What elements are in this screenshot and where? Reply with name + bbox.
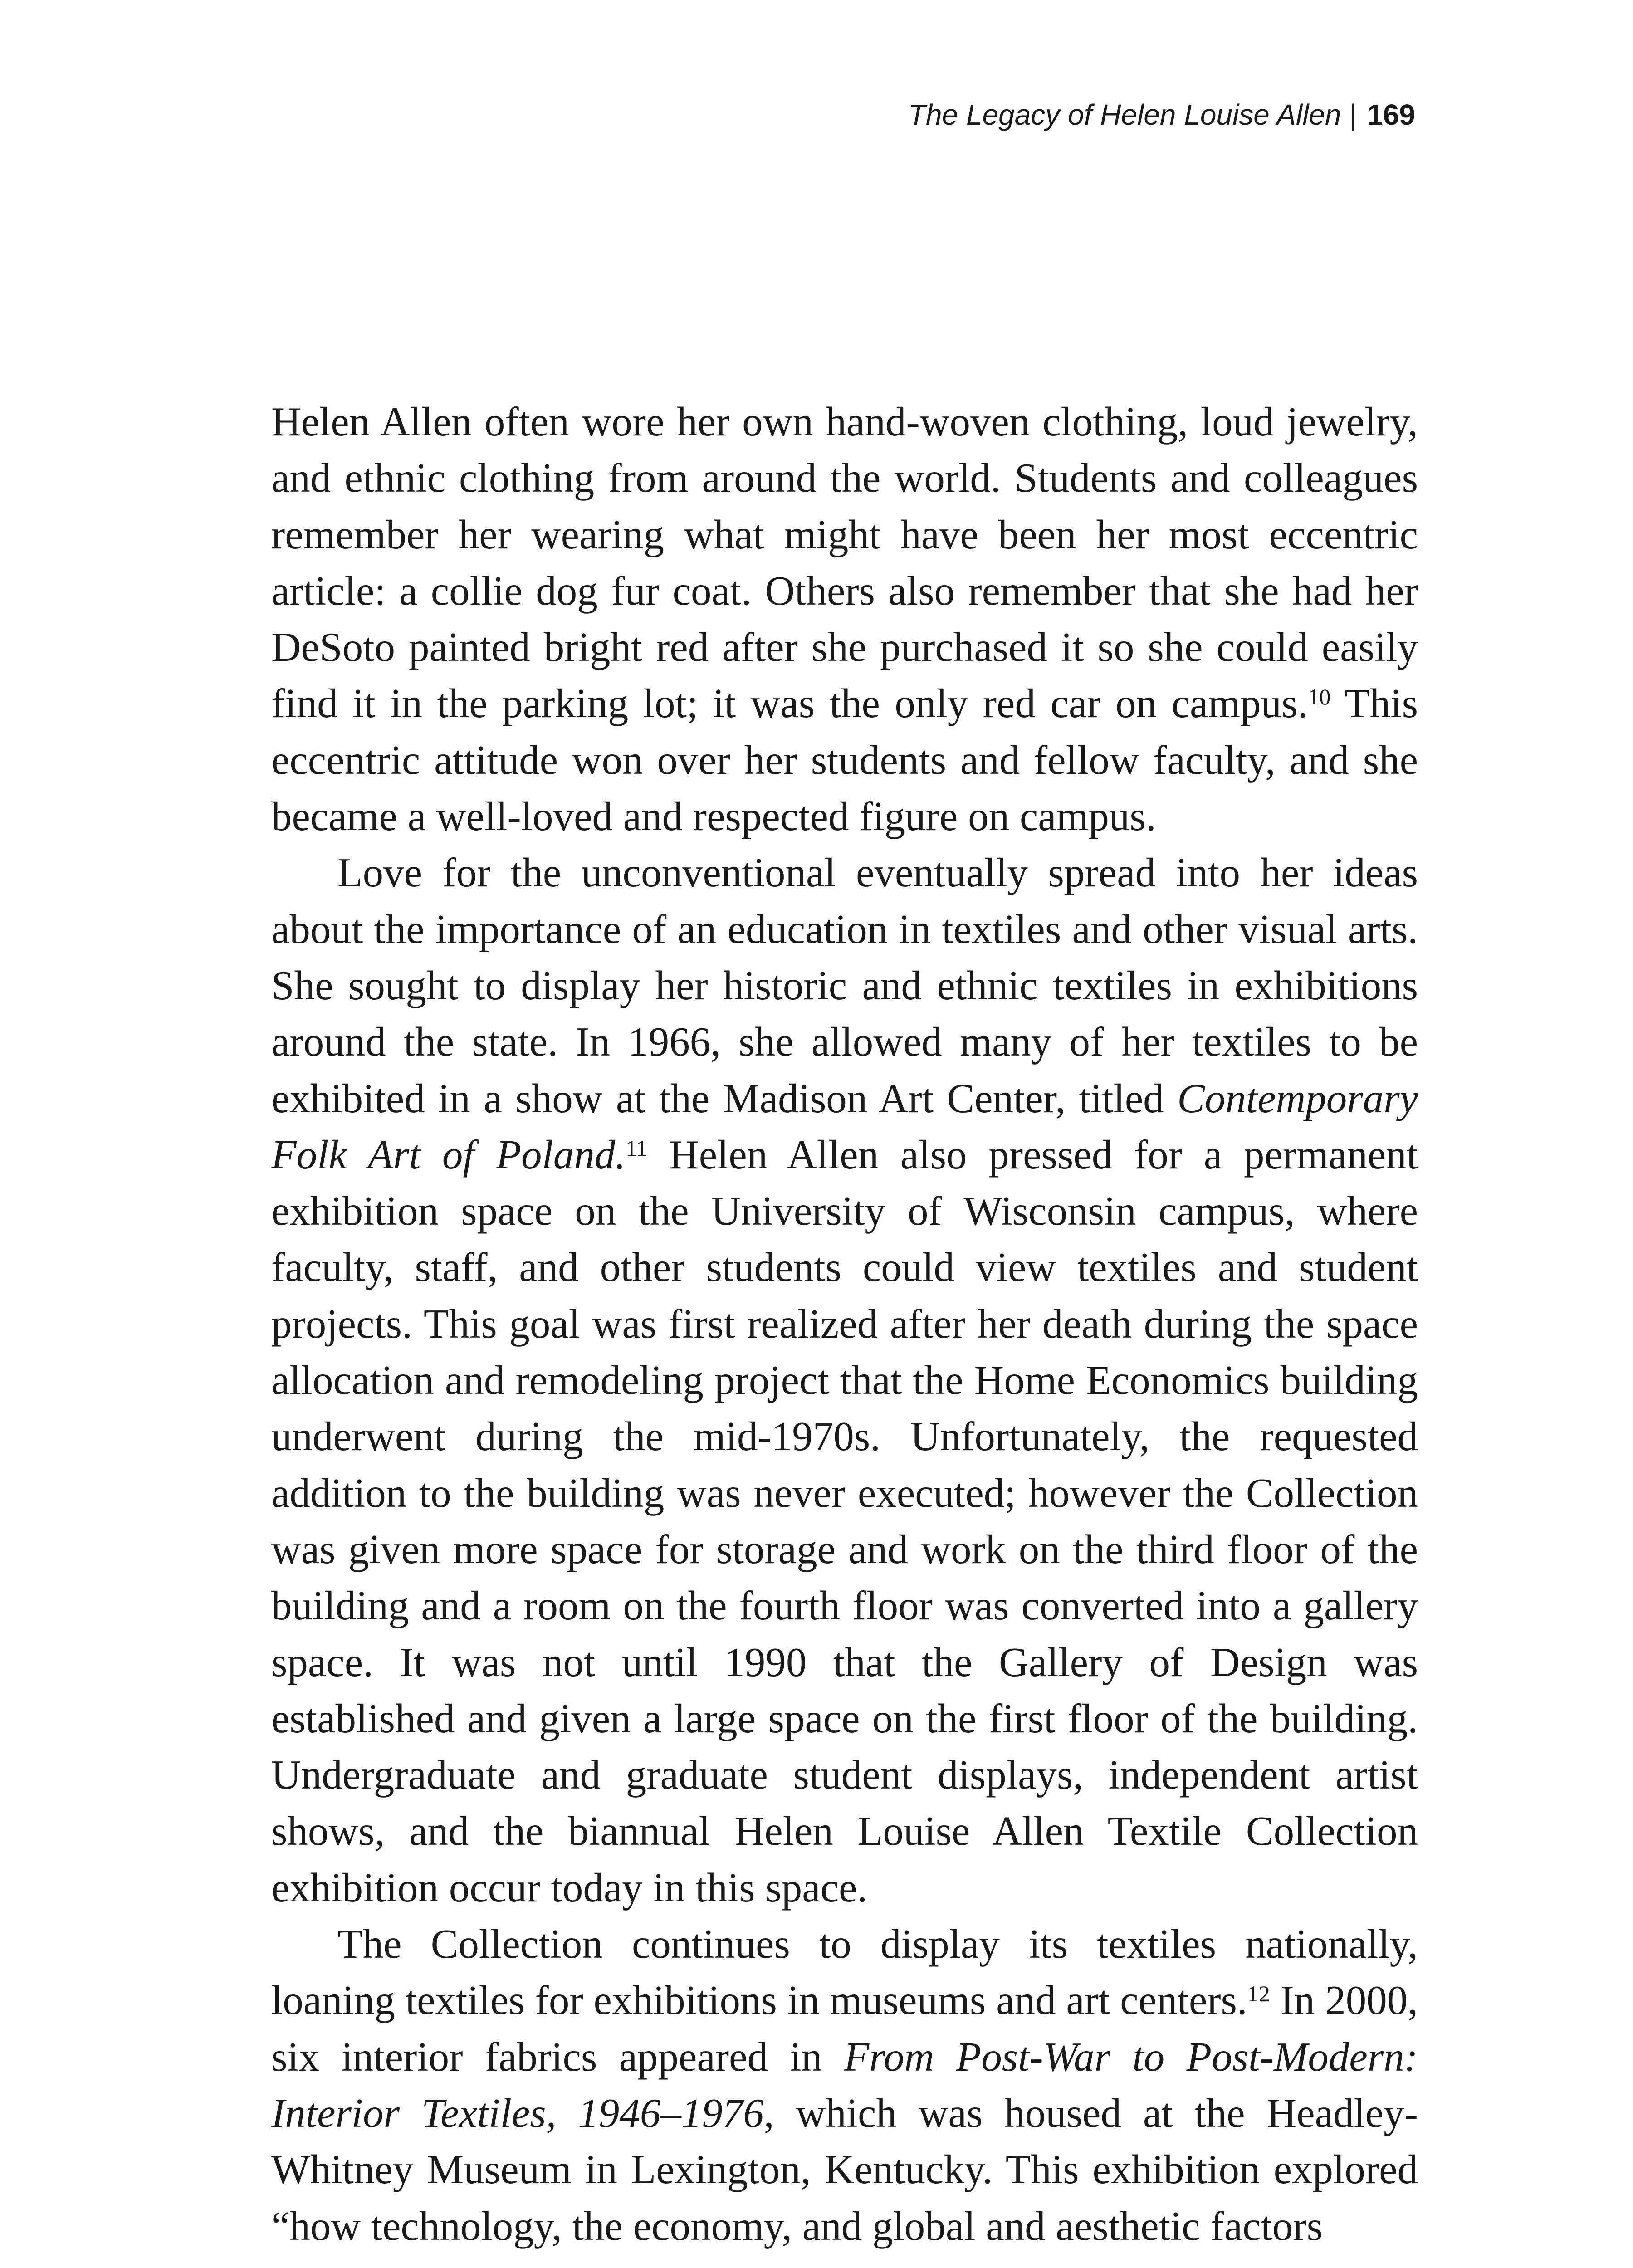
paragraph-3-text-3: , which was housed at the Headley-Whitney Museum in Lexington, Kentucky. This exhibition explored “how technology, the economy, and global and aesthetic factors [271,2090,1418,2249]
paragraph-1-text-2: This eccentric attitude won over her students and fellow faculty, and she became a well-loved and respected figure on campus. [271,680,1418,840]
footnote-ref-10: 10 [1308,684,1331,710]
exhibition-title-folk-art-poland: Contemporary Folk Art of Poland. [271,1075,1418,1178]
page-number: 169 [1367,98,1415,131]
paragraph-1 [271,394,1418,845]
paragraph-3-text-2: In 2000, six interior fabrics appeared in [271,1977,1418,2080]
footnote-ref-12: 12 [1247,1981,1270,2007]
paragraph-2-text-2: Helen Allen also pressed for a permanent exhibition space on the University of Wisconsin campus, where faculty, staff, and other students could view textiles and student projects. This goal was first realized after her death during the space allocation and remodeling project that the Home Economics building underwent during the mid-1970s. Unfortunately, the requested addition to the building was never executed; however the Collection was given more space for storage and work on the third floor of the building and a room on the fourth floor was converted into a gallery space. It was not until 1990 that the Gallery of Design was established and given a large space on the first floor of the building. Undergraduate and graduate student displays, independent artist shows, and the biannual Helen Louise Allen Textile Collection exhibition occur today in this space. [271,1131,1418,1911]
footnote-ref-11: 11 [626,1135,648,1161]
paragraph-2-text-1: Love for the unconventional eventually spread into her ideas about the importance of an education in textiles and other visual arts. She sought to display her historic and ethnic textiles in exhibitions around the state. In 1966, she allowed many of her textiles to be exhibited in a show at the Madison Art Center, titled [271,850,1418,1121]
paragraph-1-text-1: Helen Allen often wore her own hand-woven clothing, loud jewelry, and ethnic clothing from around the world. Students and colleagues remember her wearing what might have been her most eccentric article: a collie dog fur coat. Others also remember that she had her DeSoto painted bright red after she purchased it so she could easily find it in the parking lot; it was the only red car on campus. [271,399,1418,727]
running-head-separator: | [1349,98,1357,131]
body-text [271,394,1418,2254]
exhibition-title-post-war: From Post-War to Post-Modern: Interior Textiles, 1946–1976 [271,2033,1418,2136]
paragraph-3-text-1: The Collection continues to display its textiles nationally, loaning textiles for exhibitions in museums and art centers. [271,1921,1418,2024]
paragraph-3 [271,1916,1418,2254]
running-head-title: The Legacy of Helen Louise Allen [908,98,1341,131]
paragraph-2 [271,845,1418,1916]
running-head [908,94,1415,135]
